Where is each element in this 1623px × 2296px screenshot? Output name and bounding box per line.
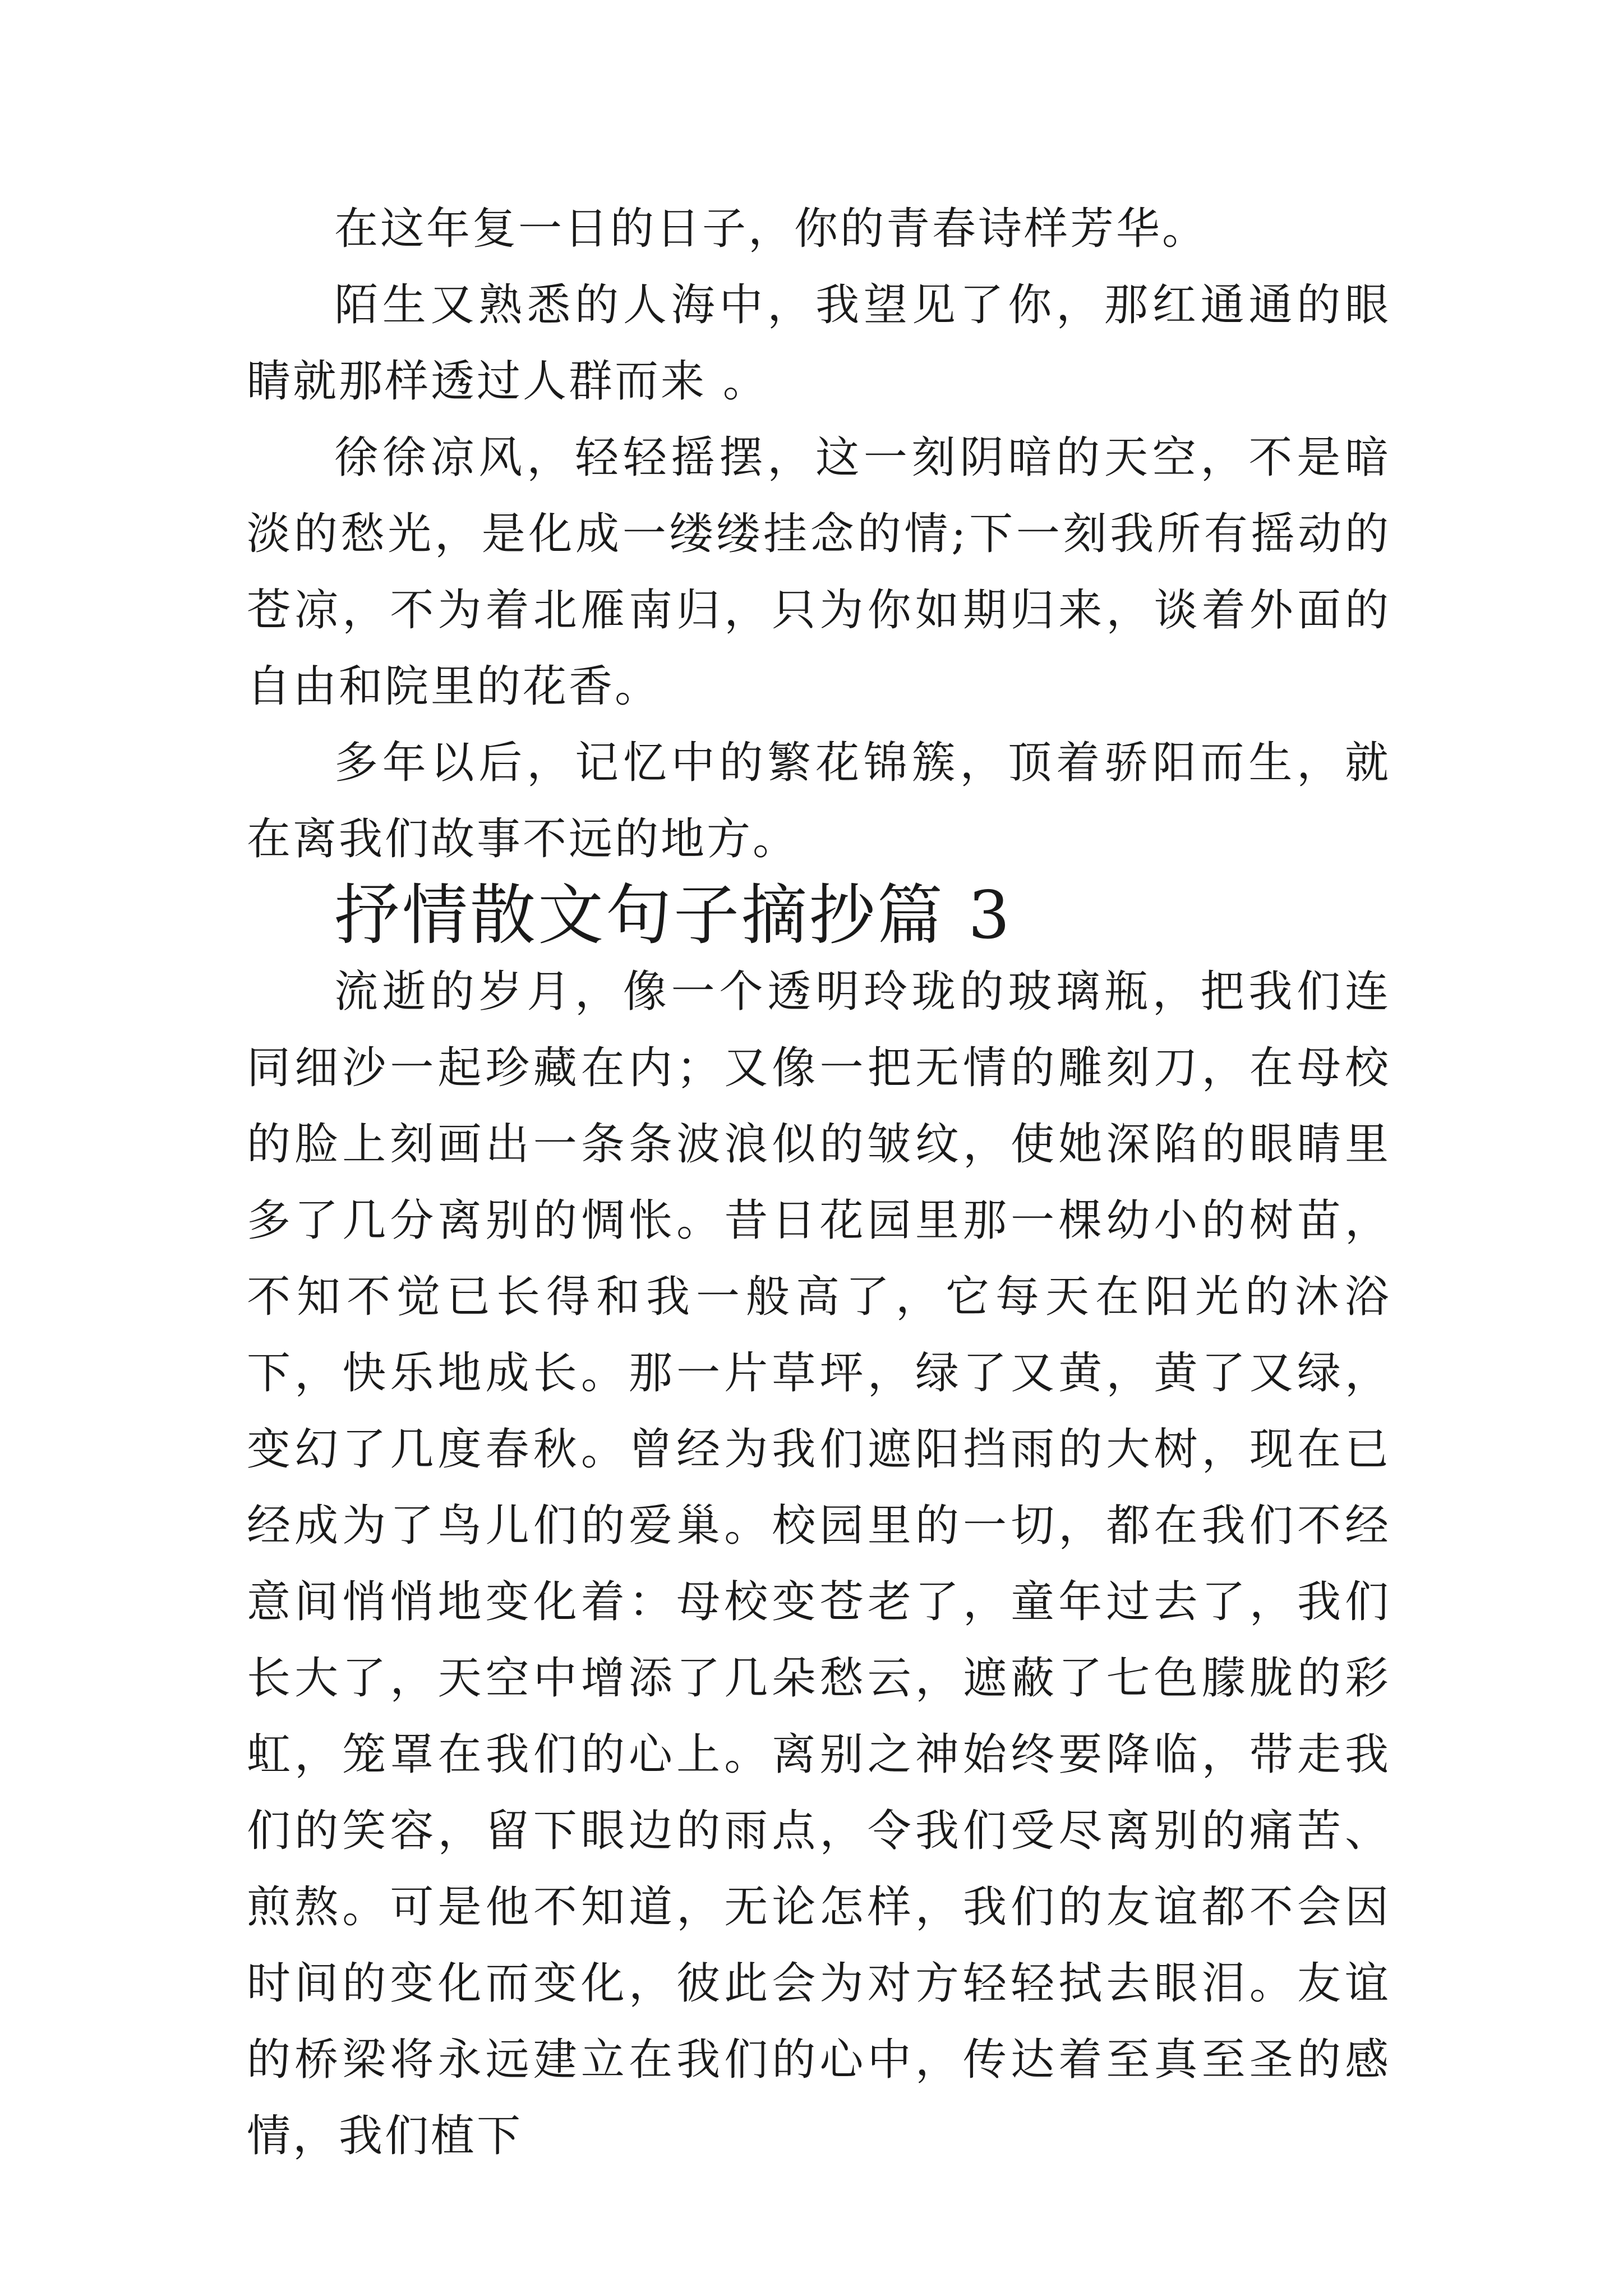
paragraph-2: 陌生又熟悉的人海中，我望见了你，那红通通的眼睛就那样透过人群而来 。 <box>247 280 1391 407</box>
document-body <box>247 191 1391 2174</box>
section-paragraph: 流逝的岁月，像一个透明玲珑的玻璃瓶，把我们连同细沙一起珍藏在内；又像一把无情的雕刻刀，在母校的脸上刻画出一条条波浪似的皱纹，使她深陷的眼睛里多了几分离别的惆怅。昔日花园里那一棵幼小的树苗，不知不觉已长得和我一般高了，它每天在阳光的沐浴下，快乐地成长。那一片草坪，绿了又黄，黄了又绿，变幻了几度春秋。曾经为我们遮阳挡雨的大树，现在已经成为了鸟儿们的爱巢。校园里的一切，都在我们不经意间悄悄地变化着：母校变苍老了，童年过去了，我们长大了，天空中增添了几朵愁云，遮蔽了七色朦胧的彩虹，笼罩在我们的心上。离别之神始终要降临，带走我们的笑容，留下眼边的雨点，令我们受尽离别的痛苦、煎熬。可是他不知道，无论怎样，我们的友谊都不会因时间的变化而变化，彼此会为对方轻轻拭去眼泪。友谊的桥梁将永远建立在我们的心中，传达着至真至圣的感情，我们植下 <box>247 967 1391 2161</box>
section-heading: 抒情散文句子摘抄篇 3 <box>334 877 1012 954</box>
paragraph-4: 多年以后，记忆中的繁花锦簇，顶着骄阳而生，就在离我们故事不远的地方。 <box>247 738 1391 864</box>
paragraph-3: 徐徐凉风，轻轻摇摆，这一刻阴暗的天空，不是暗淡的愁光，是化成一缕缕挂念的情;下一刻我所有摇动的苍凉，不为着北雁南归，只为你如期归来，谈着外面的自由和院里的花香。 <box>247 432 1391 712</box>
paragraph-1: 在这年复一日的日子，你的青春诗样芳华。 <box>334 204 1209 254</box>
